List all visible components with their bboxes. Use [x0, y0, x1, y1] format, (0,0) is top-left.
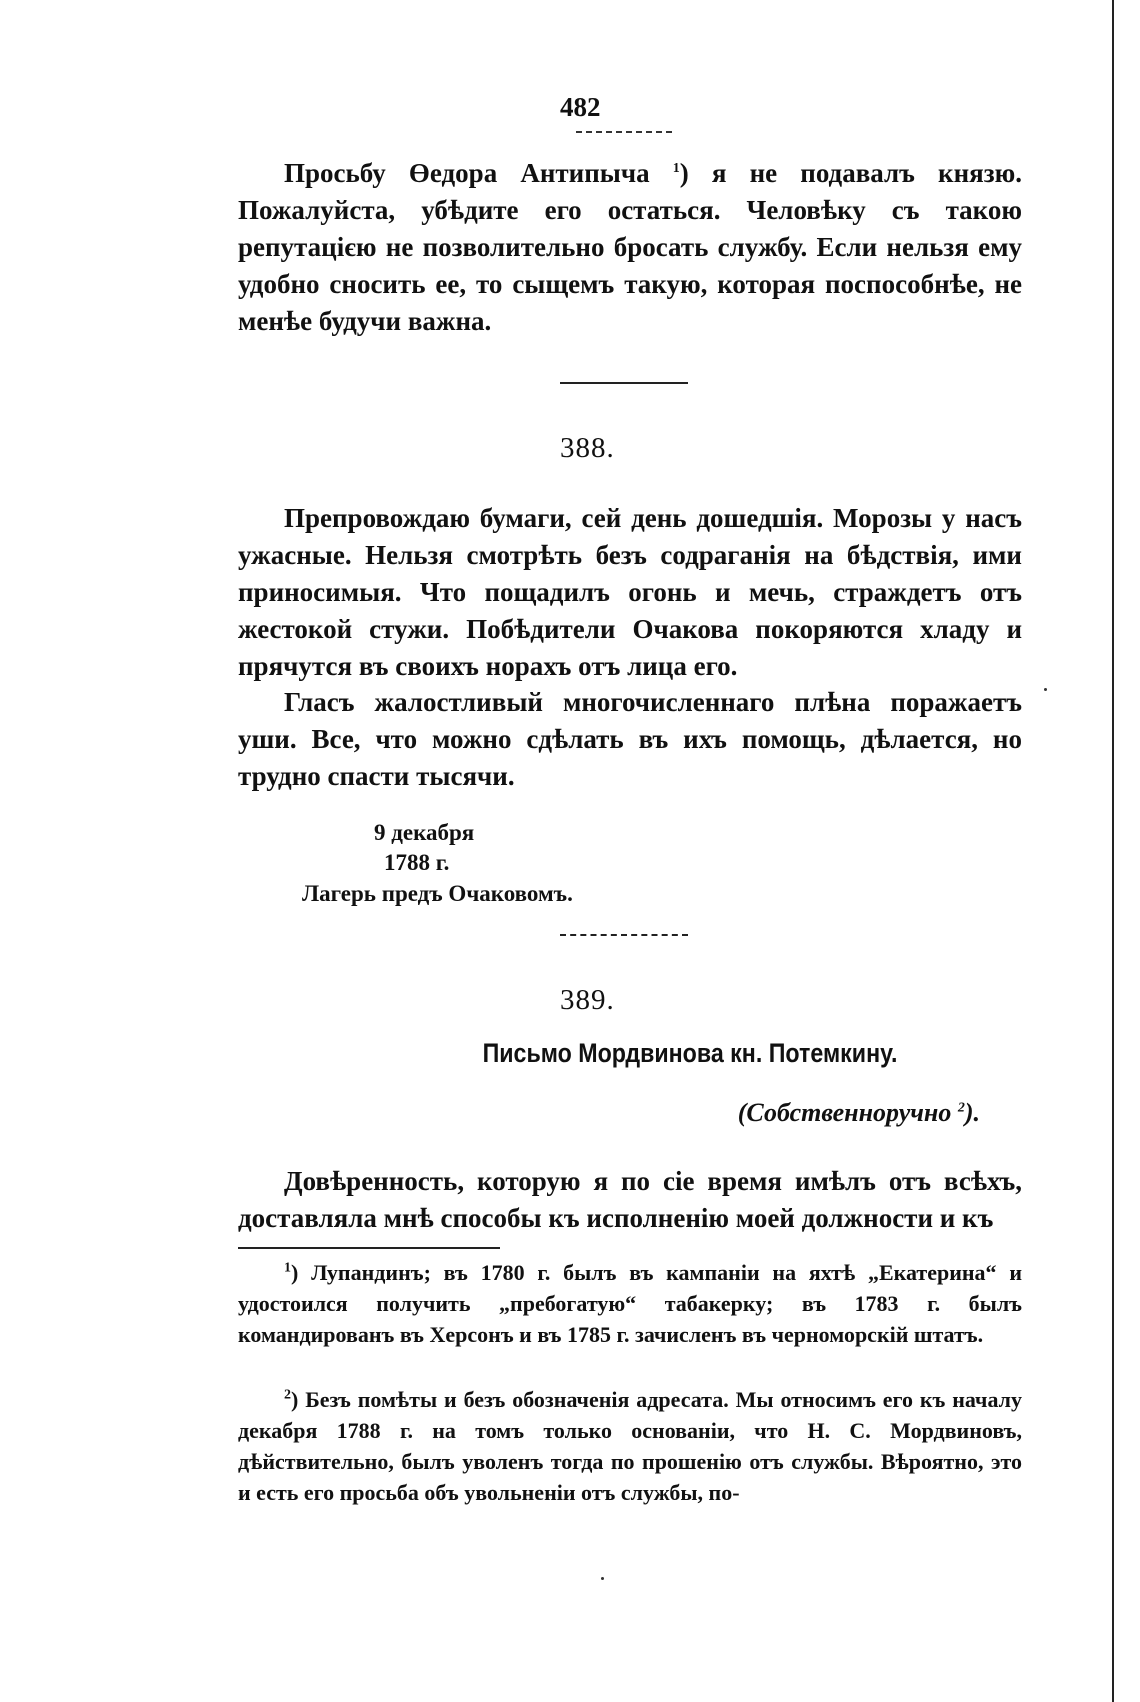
footnote-2-mark: 2: [284, 1387, 291, 1403]
letter-388-place: Лагерь предъ Очаковомъ.: [302, 881, 573, 906]
letter-388-paragraph-2: Гласъ жалостливый многочисленнаго плѣна поражаетъ уши. Все, что можно сдѣлать въ ихъ помощь, дѣлается, но трудно спасти тысячи.: [238, 687, 1022, 791]
self-note-text: (Собственноручно: [737, 1098, 952, 1127]
page-number: 482: [560, 92, 601, 122]
top-paragraph-text: Просьбу Өедора Антипыча: [284, 158, 650, 188]
section-separator: [560, 382, 688, 384]
footnote-rule: [238, 1247, 500, 1249]
page-number-underline: [576, 131, 672, 133]
page-edge-rule: [1112, 0, 1114, 1702]
letter-388-date-year: 1788 г.: [384, 850, 450, 875]
section-separator: [560, 934, 688, 936]
print-speck: [1044, 688, 1047, 691]
letter-388-date-day: 9 декабря: [374, 820, 475, 845]
top-paragraph: [238, 155, 1022, 340]
footnote-2: [238, 1384, 1022, 1508]
print-speck: [601, 1577, 604, 1580]
footnote-ref-2: 2: [957, 1100, 965, 1116]
letter-389-handwritten-note: [680, 1098, 980, 1128]
letter-number-388: 388.: [560, 432, 615, 464]
letter-388-paragraph-1: Препровождаю бумаги, сей день дошедшія. Морозы у насъ ужасные. Нельзя смотрѣть безъ содраганія на бѣдствія, ими приносимыя. Что пощадилъ огонь и мечь, страждетъ отъ жестокой стужи. Побѣдители Очакова покоряются хладу и прячутся въ своихъ норахъ отъ лица его.: [238, 503, 1022, 681]
letter-number-389: 389.: [560, 984, 615, 1016]
footnote-1-text: ) Лупандинъ; въ 1780 г. былъ въ кампаніи на яхтѣ „Екатерина“ и удостоился получить „пребогатую“ табакерку; въ 1783 г. былъ командированъ въ Херсонъ и въ 1785 г. зачисленъ въ черноморскій штатъ.: [238, 1260, 1022, 1347]
footnote-2-text: ) Безъ помѣты и безъ обозначенія адресата. Мы относимъ его къ началу декабря 1788 г. на томъ только основаніи, что Н. С. Мордвиновъ, дѣйствительно, былъ уволенъ тогда по прошенію отъ службы. Вѣроятно, это и есть его просьба объ увольненіи отъ службы, по-: [238, 1387, 1022, 1505]
letter-389-paragraph-1: Довѣренность, которую я по сіе время имѣлъ отъ всѣхъ, доставляла мнѣ способы къ исполненію моей должности и къ: [238, 1166, 1022, 1233]
footnote-1-mark: 1: [284, 1260, 291, 1276]
self-note-close: ).: [964, 1098, 980, 1127]
top-paragraph-text-after: ) я не подавалъ князю. Пожалуйста, убѣдите его остаться. Человѣку съ такою репутацією не позволительно бросать службу. Если нельзя ему удобно сносить ее, то сыщемъ такую, которая поспособнѣе, не менѣе будучи важна.: [238, 158, 1023, 336]
letter-389-title: Письмо Мордвинова кн. Потемкину.: [482, 1038, 898, 1068]
footnote-1: [238, 1257, 1022, 1350]
footnote-ref-1: 1: [672, 161, 680, 176]
